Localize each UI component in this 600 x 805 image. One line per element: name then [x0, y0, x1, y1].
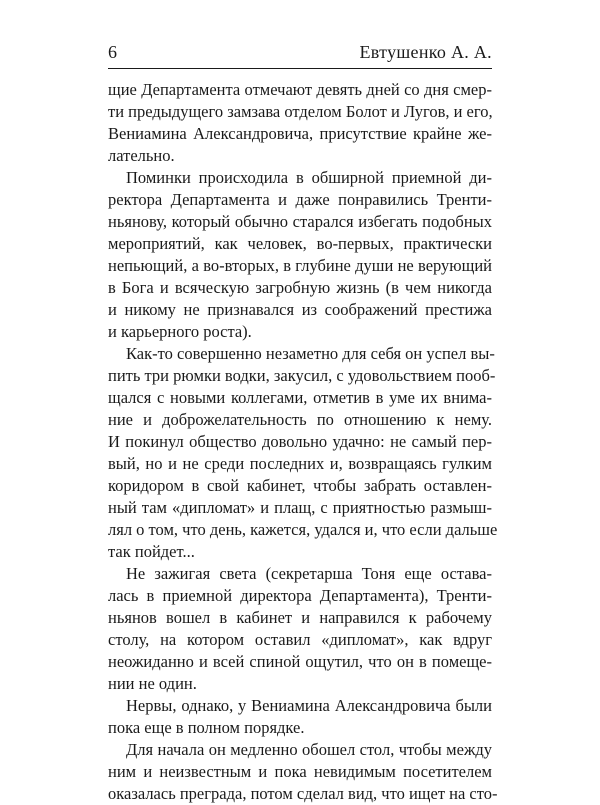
- running-title: Евтушенко А. А.: [359, 42, 492, 62]
- paragraph: [108, 343, 498, 563]
- text-line: ный там «дипломат» и плащ, с приятностью размыш-: [108, 498, 492, 517]
- text-line: ректора Департамента и даже понравились Тренти-: [108, 190, 492, 209]
- text-body: [108, 79, 498, 805]
- text-line: ньянов вошел в кабинет и направился к рабочему: [108, 608, 492, 627]
- text-line: ньянову, который обычно старался избегать подобных: [108, 212, 492, 231]
- text-line: нии не один.: [108, 674, 197, 693]
- text-line: Для начала он медленно обошел стол, чтобы между: [126, 740, 492, 759]
- text-line: пить три рюмки водки, закусил, с удовольствием пооб-: [108, 366, 496, 385]
- paragraph: [108, 739, 498, 805]
- text-line: щие Департамента отмечают девять дней со дня смер-: [108, 80, 492, 99]
- text-line: ним и неизвестным и пока невидимым посетителем: [108, 762, 492, 781]
- text-line: лял о том, что день, кажется, удался и, что если дальше: [108, 520, 498, 539]
- text-line: вый, но и не среди последних и, возвращаясь гулким: [108, 454, 492, 473]
- text-line: столу, на котором оставил «дипломат», как вдруг: [108, 630, 492, 649]
- text-line: Как-то совершенно незаметно для себя он успел вы-: [126, 344, 495, 363]
- text-line: лательно.: [108, 146, 175, 165]
- page-number: 6: [108, 42, 117, 62]
- text-line: в Бога и всяческую загробную жизнь (в чем никогда: [108, 278, 492, 297]
- text-line: пока еще в полном порядке.: [108, 718, 305, 737]
- text-line: Нервы, однако, у Вениамина Александровича были: [126, 696, 492, 715]
- text-line: мероприятий, как человек, во-первых, практически: [108, 234, 492, 253]
- paragraph: [108, 563, 492, 695]
- text-line: непьющий, а во-вторых, в глубине души не верующий: [108, 256, 492, 275]
- text-line: Вениамина Александровича, присутствие крайне же-: [108, 124, 492, 143]
- header-rule: [108, 68, 492, 69]
- text-line: и карьерного роста).: [108, 322, 252, 341]
- text-line: так пойдет...: [108, 542, 195, 561]
- text-line: щался с новыми коллегами, отметив в уме их внима-: [108, 388, 492, 407]
- text-line: оказалась преграда, потом сделал вид, что ищет на сто-: [108, 784, 498, 803]
- text-line: лась в приемной директора Департамента), Тренти-: [108, 586, 492, 605]
- paragraph: [108, 79, 492, 167]
- paragraph: [108, 695, 492, 739]
- text-line: И покинул общество довольно удачно: не самый пер-: [108, 432, 492, 451]
- paragraph: [108, 167, 492, 343]
- text-line: Поминки происходила в обширной приемной ди-: [126, 168, 492, 187]
- text-line: ние и доброжелательность по отношению к нему.: [108, 410, 492, 429]
- running-header: [108, 40, 492, 64]
- text-line: Не зажигая света (секретарша Тоня еще остава-: [126, 564, 492, 583]
- text-line: ти предыдущего замзава отделом Болот и Лугов, и его,: [108, 102, 493, 121]
- text-line: неожиданно и всей спиной ощутил, что он в помеще-: [108, 652, 492, 671]
- text-line: коридором в свой кабинет, чтобы забрать оставлен-: [108, 476, 492, 495]
- text-line: и никому не признавался из соображений престижа: [108, 300, 492, 319]
